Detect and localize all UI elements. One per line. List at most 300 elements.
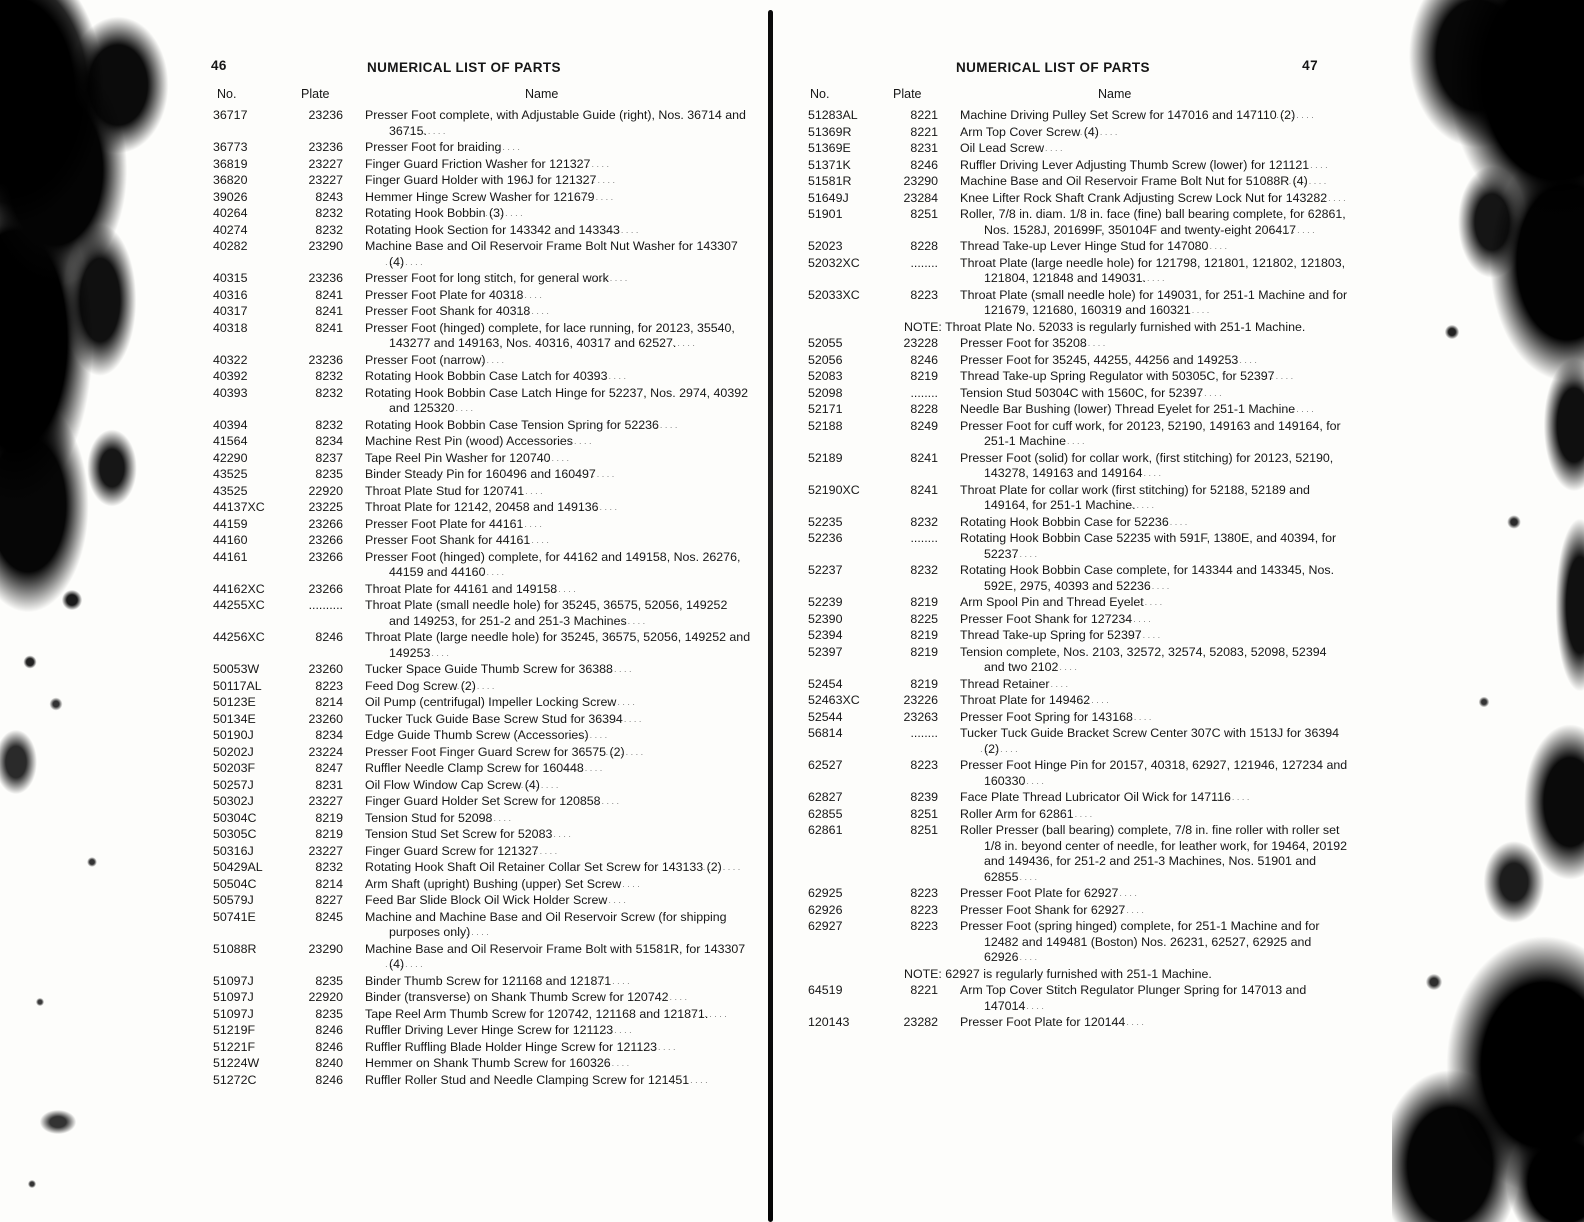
parts-table-left: [205, 108, 751, 1088]
cell-no: 40318: [213, 320, 248, 335]
cell-name: Presser Foot Shank for 44161 .....: [343, 533, 751, 549]
column-header-name: Name: [1098, 87, 1132, 101]
cell-name: Tucker Space Guide Thumb Screw for 36388 .....: [343, 662, 751, 678]
cell-no: 40264: [213, 206, 248, 220]
cell-plate: 23227: [308, 843, 343, 858]
table-row: [800, 108, 1348, 124]
cell-name: Rotating Hook Bobbin Case complete, for 143344 and 143345, Nos. 592E, 2975, 40393 and 52236 .....: [938, 563, 1348, 594]
table-row: [800, 191, 1348, 207]
cell-no: 50053W: [213, 662, 260, 676]
cell-name: Tension Stud Set Screw for 52083 .....: [343, 827, 751, 843]
cell-plate: 8234: [315, 434, 343, 448]
table-row: [205, 630, 751, 661]
cell-name: Rotating Hook Bobbin Case for 52236 .....: [938, 515, 1348, 531]
cell-name: Presser Foot (hinged) complete, for lace running, for 20123, 35540, 143277 and 149163, Nos. 40316, 40317 and 62527. .....: [343, 321, 751, 352]
cell-plate: 8219: [910, 644, 938, 659]
table-row: [205, 712, 751, 728]
table-row: [205, 728, 751, 744]
cell-no: 51221F: [213, 1039, 256, 1054]
cell-name: Rotating Hook Section for 143342 and 143343 .....: [343, 223, 751, 239]
cell-no: 50504C: [213, 876, 257, 891]
table-row: [800, 239, 1348, 255]
table-row: [800, 256, 1348, 287]
table-row: [205, 695, 751, 711]
cell-name: Presser Foot Plate for 44161 .....: [343, 517, 751, 533]
cell-name: Presser Foot Hinge Pin for 20157, 40318, 62927, 121946, 127234 and 160330 .....: [938, 758, 1348, 789]
cell-plate: 8232: [315, 417, 343, 432]
cell-name: Face Plate Thread Lubricator Oil Wick for 147116 .....: [938, 790, 1348, 806]
cell-no: 52390: [808, 611, 843, 626]
cell-name: Finger Guard Holder with 196J for 121327 .....: [343, 173, 751, 189]
table-row: [800, 903, 1348, 919]
cell-name: Throat Plate (large needle hole) for 121798, 121801, 121802, 121803, 121804, 121848 and 149031. .....: [938, 256, 1348, 287]
table-row: [205, 533, 751, 549]
page-left: [205, 58, 751, 1089]
page-title: NUMERICAL LIST OF PARTS: [367, 60, 561, 75]
table-row: [205, 140, 751, 156]
cell-no: 50203F: [213, 761, 256, 775]
cell-plate: 8241: [910, 482, 938, 497]
cell-no: 43525: [213, 467, 248, 481]
cell-no: 62925: [808, 886, 843, 900]
cell-name: Presser Foot Shank for 127234 .....: [938, 612, 1348, 628]
scan-artifact-right: [1392, 0, 1584, 1222]
table-row: [205, 761, 751, 777]
cell-no: 52239: [808, 595, 843, 609]
table-row: [205, 598, 751, 629]
cell-plate: 8247: [315, 761, 343, 775]
cell-no: 50741E: [213, 909, 256, 924]
cell-plate: 23260: [308, 662, 343, 676]
cell-no: 50123E: [213, 695, 256, 709]
cell-name: Ruffler Driving Lever Hinge Screw for 121123 .....: [343, 1023, 751, 1039]
cell-plate: 8219: [910, 676, 938, 691]
note-row: NOTE: Throat Plate No. 52033 is regularly furnished with 251-1 Machine.: [904, 319, 1306, 334]
cell-name: Presser Foot (hinged) complete, for 44162 and 149158, Nos. 26276, 44159 and 44160 .....: [343, 550, 751, 581]
column-header-no: No.: [810, 87, 830, 101]
cell-no: 50257J: [213, 777, 254, 792]
cell-plate: 8227: [315, 893, 343, 907]
cell-name: Feed Bar Slide Block Oil Wick Holder Screw .....: [343, 893, 751, 909]
cell-plate: 8214: [315, 695, 343, 709]
cell-name: Tucker Tuck Guide Base Screw Stud for 36394 .....: [343, 712, 751, 728]
cell-plate: 23266: [308, 549, 343, 564]
table-row: [205, 990, 751, 1006]
cell-no: 51088R: [213, 941, 257, 956]
cell-name: Presser Foot for 35208 .....: [938, 336, 1348, 352]
table-row: [205, 190, 751, 206]
table-row: [205, 434, 751, 450]
table-row: [205, 893, 751, 909]
cell-plate: 8214: [315, 876, 343, 891]
cell-name: Oil Lead Screw .....: [938, 141, 1348, 157]
page-right: [800, 58, 1348, 1032]
cell-no: 50316J: [213, 843, 254, 858]
cell-no: 40317: [213, 304, 248, 318]
cell-plate: 8241: [315, 320, 343, 335]
table-row: [800, 336, 1348, 352]
cell-name: Knee Lifter Rock Shaft Crank Adjusting Screw Lock Nut for 143282 .....: [938, 191, 1348, 207]
table-row: [205, 550, 751, 581]
cell-name: Rotating Hook Shaft Oil Retainer Collar Set Screw for 143133 (2) .....: [343, 860, 751, 876]
cell-plate: 23236: [308, 271, 343, 285]
cell-no: 62527: [808, 758, 843, 772]
table-row: [800, 531, 1348, 562]
cell-plate: ........: [910, 255, 938, 270]
table-row: [800, 451, 1348, 482]
cell-no: 50304C: [213, 810, 257, 825]
table-row: [205, 1073, 751, 1089]
cell-name: Roller Presser (ball bearing) complete, 7/8 in. fine roller with roller set 1/8 in. beyond center of needle, for leather work, for 19464, 20192 and 149436, for 251-2 and 251-3 Machines, Nos. 51901 and 62855 .....: [938, 823, 1348, 885]
table-row: [205, 157, 751, 173]
cell-no: 62927: [808, 919, 843, 933]
cell-plate: 8232: [315, 206, 343, 220]
cell-name: Presser Foot Shank for 62927 .....: [938, 903, 1348, 919]
table-row: [205, 418, 751, 434]
cell-plate: 8231: [315, 777, 343, 792]
cell-plate: 8228: [910, 239, 938, 253]
cell-name: Presser Foot (solid) for collar work, (first stitching) for 20123, 52190, 143278, 149163 and 149164 .....: [938, 451, 1348, 482]
cell-plate: 8232: [910, 514, 938, 529]
cell-plate: 23290: [903, 174, 938, 188]
table-row: [800, 710, 1348, 726]
cell-plate: 23263: [903, 709, 938, 724]
cell-no: 52023: [808, 239, 843, 253]
cell-no: 50190J: [213, 728, 254, 742]
table-row: [205, 827, 751, 843]
table-row: [800, 207, 1348, 238]
table-row: [205, 288, 751, 304]
cell-name: Arm Top Cover Stitch Regulator Plunger Spring for 147013 and 147014 .....: [938, 983, 1348, 1014]
cell-name: Finger Guard Holder Set Screw for 120858 .....: [343, 794, 751, 810]
cell-no: 44161: [213, 549, 248, 564]
cell-plate: 8246: [910, 352, 938, 367]
cell-name: Oil Flow Window Cap Screw (4) .....: [343, 778, 751, 794]
cell-plate: ........: [910, 531, 938, 545]
cell-no: 40316: [213, 287, 248, 302]
cell-name: Tension complete, Nos. 2103, 32572, 32574, 52083, 52098, 52394 and two 2102 .....: [938, 645, 1348, 676]
table-row: [205, 662, 751, 678]
table-row: [800, 369, 1348, 385]
page-header-right: [800, 58, 1348, 84]
cell-no: 44256XC: [213, 630, 265, 644]
cell-name: Arm Spool Pin and Thread Eyelet .....: [938, 595, 1348, 611]
cell-name: Machine Driving Pulley Set Screw for 147016 and 147110 (2) .....: [938, 108, 1348, 124]
cell-name: Binder (transverse) on Shank Thumb Screw for 120742 .....: [343, 990, 751, 1006]
scan-artifact-left: [0, 0, 192, 1222]
cell-plate: 8251: [910, 823, 938, 837]
cell-name: Presser Foot Shank for 40318 .....: [343, 304, 751, 320]
cell-name: Tape Reel Pin Washer for 120740 .....: [343, 451, 751, 467]
cell-name: Binder Steady Pin for 160496 and 160497 .....: [343, 467, 751, 483]
cell-name: Presser Foot (narrow) .....: [343, 353, 751, 369]
table-row: [800, 288, 1348, 319]
cell-name: Presser Foot Plate for 40318 .....: [343, 288, 751, 304]
cell-no: 52055: [808, 336, 843, 350]
cell-no: 50302J: [213, 794, 254, 808]
table-row: [205, 500, 751, 516]
table-row: [800, 483, 1348, 514]
table-row: [205, 321, 751, 352]
table-row: [205, 745, 751, 761]
cell-no: 51649J: [808, 190, 849, 205]
cell-name: Throat Plate for 12142, 20458 and 149136 .....: [343, 500, 751, 516]
cell-plate: 8232: [315, 222, 343, 237]
cell-name: Hemmer on Shank Thumb Screw for 160326 .....: [343, 1056, 751, 1072]
cell-no: 52171: [808, 402, 843, 416]
column-header-name: Name: [525, 87, 559, 101]
cell-no: 40394: [213, 417, 248, 432]
cell-plate: 8219: [910, 369, 938, 383]
table-row: [800, 612, 1348, 628]
table-row: [800, 386, 1348, 402]
cell-name: Rotating Hook Bobbin (3) .....: [343, 206, 751, 222]
book-binding-line: [768, 10, 773, 1222]
table-row: [800, 823, 1348, 885]
cell-name: Machine and Machine Base and Oil Reservoir Screw (for shipping purposes only) .....: [343, 910, 751, 941]
page-header-left: [205, 58, 751, 84]
cell-no: 52237: [808, 563, 843, 577]
table-row: [800, 125, 1348, 141]
cell-plate: 23290: [308, 239, 343, 253]
cell-no: 51581R: [808, 174, 852, 188]
cell-no: 52188: [808, 418, 843, 433]
cell-name: Tension Stud 50304C with 1560C, for 52397 .....: [938, 386, 1348, 402]
cell-name: Ruffler Driving Lever Adjusting Thumb Screw (lower) for 121121 .....: [938, 158, 1348, 174]
cell-no: 62827: [808, 790, 843, 804]
cell-no: 52397: [808, 644, 843, 659]
cell-name: Binder Thumb Screw for 121168 and 121871 .....: [343, 974, 751, 990]
cell-name: Presser Foot Plate for 120144 .....: [938, 1015, 1348, 1031]
cell-name: Throat Plate Stud for 120741 .....: [343, 484, 751, 500]
cell-plate: 8223: [910, 758, 938, 772]
table-row: [205, 1040, 751, 1056]
table-row: [205, 974, 751, 990]
cell-plate: 23224: [308, 744, 343, 759]
cell-plate: 23228: [903, 336, 938, 350]
cell-name: Presser Foot for cuff work, for 20123, 52190, 149163 and 149164, for 251-1 Machine .....: [938, 419, 1348, 450]
cell-no: 51224W: [213, 1056, 260, 1070]
cell-name: Ruffler Roller Stud and Needle Clamping Screw for 121451 .....: [343, 1073, 751, 1089]
table-row: [205, 353, 751, 369]
cell-no: 40274: [213, 222, 248, 237]
cell-no: 44137XC: [213, 500, 265, 514]
cell-name: Finger Guard Screw for 121327 .....: [343, 844, 751, 860]
table-row: [205, 811, 751, 827]
page-number: 46: [211, 58, 227, 73]
cell-plate: 8246: [315, 630, 343, 644]
cell-plate: 23227: [308, 794, 343, 808]
cell-no: 40393: [213, 385, 248, 400]
table-row: [800, 645, 1348, 676]
cell-plate: 8246: [315, 1023, 343, 1037]
cell-plate: 8240: [315, 1056, 343, 1070]
cell-no: 52454: [808, 676, 843, 691]
table-row: [205, 386, 751, 417]
cell-name: Presser Foot for long stitch, for general work .....: [343, 271, 751, 287]
cell-plate: 23290: [308, 941, 343, 956]
cell-no: 36819: [213, 156, 248, 171]
cell-plate: ..........: [308, 598, 343, 612]
cell-plate: 23226: [903, 693, 938, 707]
cell-plate: 8221: [910, 108, 938, 122]
table-row: [205, 794, 751, 810]
table-row: [205, 778, 751, 794]
cell-plate: 8223: [910, 919, 938, 933]
cell-plate: 8241: [315, 304, 343, 318]
column-headers: [205, 87, 751, 107]
cell-plate: 8223: [910, 886, 938, 900]
cell-no: 62926: [808, 902, 843, 917]
table-row: [800, 807, 1348, 823]
table-row: [205, 1023, 751, 1039]
cell-plate: 8246: [315, 1072, 343, 1087]
cell-plate: 8221: [910, 124, 938, 139]
cell-plate: 22920: [308, 483, 343, 498]
cell-name: Throat Plate for collar work (first stitching) for 52188, 52189 and 149164, for 251-1 Machine. .....: [938, 483, 1348, 514]
cell-no: 52056: [808, 352, 843, 367]
cell-plate: 8235: [315, 973, 343, 988]
table-row: [800, 595, 1348, 611]
cell-name: Tape Reel Arm Thumb Screw for 120742, 121168 and 121871. .....: [343, 1007, 751, 1023]
cell-no: 51219F: [213, 1023, 256, 1037]
table-row: [205, 860, 751, 876]
cell-plate: 23227: [308, 156, 343, 171]
table-row: [205, 467, 751, 483]
table-row: [800, 141, 1348, 157]
cell-name: Feed Dog Screw (2) .....: [343, 679, 751, 695]
cell-plate: 23236: [308, 140, 343, 154]
note-row: NOTE: 62927 is regularly furnished with 251-1 Machine.: [904, 966, 1212, 981]
cell-no: 44160: [213, 533, 248, 547]
cell-plate: 8241: [910, 450, 938, 465]
cell-plate: 8219: [315, 827, 343, 841]
table-row: [800, 726, 1348, 757]
cell-no: 51369R: [808, 124, 852, 139]
cell-no: 51097J: [213, 973, 254, 988]
cell-plate: 23260: [308, 711, 343, 726]
cell-no: 50134E: [213, 711, 256, 726]
table-row: [205, 679, 751, 695]
table-row: [205, 451, 751, 467]
cell-no: 52098: [808, 385, 843, 400]
cell-plate: 8234: [315, 728, 343, 742]
cell-no: 52032XC: [808, 255, 860, 270]
table-row: [205, 206, 751, 222]
table-row: [205, 173, 751, 189]
cell-name: Arm Shaft (upright) Bushing (upper) Set Screw .....: [343, 877, 751, 893]
table-row: [205, 517, 751, 533]
cell-name: Rotating Hook Bobbin Case Tension Spring for 52236 .....: [343, 418, 751, 434]
cell-plate: 8232: [315, 369, 343, 383]
cell-name: Rotating Hook Bobbin Case Latch for 40393 .....: [343, 369, 751, 385]
cell-name: Machine Base and Oil Reservoir Frame Bolt with 51581R, for 143307 (4) .....: [343, 942, 751, 973]
cell-name: Finger Guard Friction Washer for 121327 .....: [343, 157, 751, 173]
cell-no: 64519: [808, 983, 843, 997]
cell-no: 40315: [213, 271, 248, 285]
cell-name: Oil Pump (centrifugal) Impeller Locking Screw .....: [343, 695, 751, 711]
cell-no: 39026: [213, 189, 248, 204]
cell-no: 52033XC: [808, 287, 860, 302]
cell-no: 44159: [213, 516, 248, 531]
cell-no: 41564: [213, 434, 248, 448]
cell-plate: 8221: [910, 983, 938, 997]
cell-plate: 8232: [910, 563, 938, 577]
cell-no: 50305C: [213, 827, 257, 841]
cell-name: Thread Take-up Lever Hinge Stud for 147080 .....: [938, 239, 1348, 255]
table-row: [800, 174, 1348, 190]
cell-name: Thread Retainer .....: [938, 677, 1348, 693]
cell-no: 62855: [808, 806, 843, 821]
cell-plate: 8235: [315, 467, 343, 481]
table-row: [800, 758, 1348, 789]
cell-name: Presser Foot for braiding .....: [343, 140, 751, 156]
cell-plate: 23266: [308, 581, 343, 596]
cell-no: 52544: [808, 709, 843, 724]
cell-plate: 23282: [903, 1015, 938, 1029]
table-row: [800, 515, 1348, 531]
cell-name: Presser Foot Plate for 62927 .....: [938, 886, 1348, 902]
cell-no: 51097J: [213, 990, 254, 1004]
table-row: [205, 582, 751, 598]
cell-plate: 8223: [910, 287, 938, 302]
cell-plate: 23284: [903, 190, 938, 205]
cell-no: 36717: [213, 108, 248, 122]
table-row: [205, 369, 751, 385]
table-row: [205, 1056, 751, 1072]
cell-no: 44255XC: [213, 598, 265, 612]
cell-no: 50202J: [213, 744, 254, 759]
table-row: [205, 223, 751, 239]
cell-plate: 23236: [308, 108, 343, 122]
cell-name: Throat Plate (small needle hole) for 35245, 36575, 52056, 149252 and 149253, for 251-2 and 251-3 Machines .....: [343, 598, 751, 629]
cell-name: Throat Plate for 44161 and 149158 .....: [343, 582, 751, 598]
table-row: [800, 919, 1348, 966]
cell-name: Edge Guide Thumb Screw (Accessories) .....: [343, 728, 751, 744]
cell-plate: 8219: [315, 810, 343, 825]
table-row: [800, 353, 1348, 369]
cell-name: Throat Plate (large needle hole) for 35245, 36575, 52056, 149252 and 149253 .....: [343, 630, 751, 661]
cell-name: Presser Foot Spring for 143168 .....: [938, 710, 1348, 726]
cell-plate: 23266: [308, 516, 343, 531]
cell-plate: 8232: [315, 860, 343, 874]
cell-name: Ruffler Ruffling Blade Holder Hinge Screw for 121123 .....: [343, 1040, 751, 1056]
page-number: 47: [1302, 58, 1318, 73]
cell-no: 51097J: [213, 1006, 254, 1021]
cell-name: Needle Bar Bushing (lower) Thread Eyelet for 251-1 Machine .....: [938, 402, 1348, 418]
cell-plate: 8251: [910, 806, 938, 821]
cell-plate: 8246: [910, 157, 938, 172]
cell-name: Machine Rest Pin (wood) Accessories .....: [343, 434, 751, 450]
table-row: [205, 484, 751, 500]
cell-no: 51901: [808, 207, 843, 221]
cell-name: Presser Foot Finger Guard Screw for 36575 (2) .....: [343, 745, 751, 761]
cell-no: 40282: [213, 239, 248, 253]
table-row: [800, 628, 1348, 644]
cell-plate: 8243: [315, 189, 343, 204]
cell-no: 50429AL: [213, 860, 263, 874]
cell-name: Rotating Hook Bobbin Case Latch Hinge for 52237, Nos. 2974, 40392 and 125320 .....: [343, 386, 751, 417]
cell-plate: 8239: [910, 790, 938, 804]
table-row: [205, 844, 751, 860]
cell-name: Tucker Tuck Guide Bracket Screw Center 307C with 1513J for 36394 (2) .....: [938, 726, 1348, 757]
cell-name: Ruffler Needle Clamp Screw for 160448 .....: [343, 761, 751, 777]
cell-no: 52236: [808, 531, 843, 545]
page-title: NUMERICAL LIST OF PARTS: [956, 60, 1150, 75]
cell-no: 40322: [213, 352, 248, 367]
cell-plate: 23266: [308, 533, 343, 547]
cell-name: Tension Stud for 52098 .....: [343, 811, 751, 827]
